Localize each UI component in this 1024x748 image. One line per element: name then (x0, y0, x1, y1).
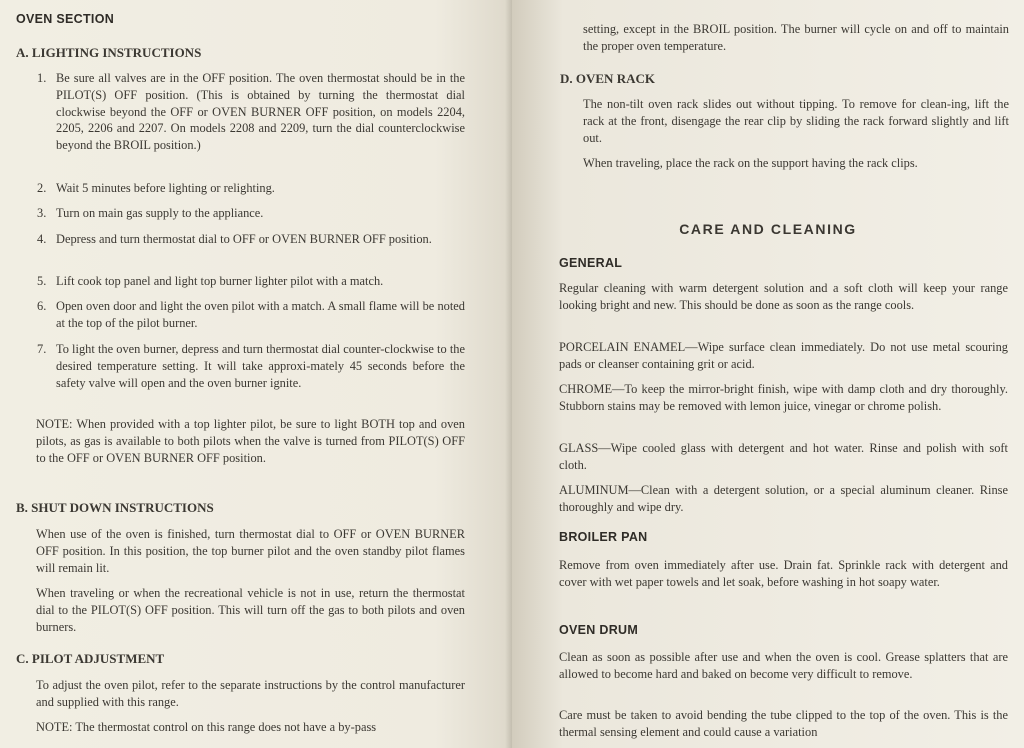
step-number: 3. (37, 206, 47, 220)
shutdown-instructions-heading: B. SHUT DOWN INSTRUCTIONS (16, 500, 214, 515)
step-text: Open oven door and light the oven pilot with a match. A small flame will be noted at the top of the pilot burner. (56, 299, 465, 330)
lighting-step-6 (37, 298, 465, 332)
step-number: 6. (37, 299, 47, 313)
chrome-paragraph: CHROME—To keep the mirror-bright finish, wipe with damp cloth and dry thoroughly. Stubborn stains may be removed with lemon juice, vinegar or chrome polish. (559, 382, 1008, 413)
general-intro: Regular cleaning with warm detergent solution and a soft cloth will keep your range looking bright and new. This should be done as soon as the range cools. (559, 281, 1008, 312)
lighting-step-5 (37, 273, 465, 291)
step-number: 1. (37, 71, 47, 85)
step-number: 2. (37, 181, 47, 195)
oven-rack-heading: D. OVEN RACK (560, 71, 655, 86)
oven-drum-paragraph-2: Care must be taken to avoid bending the tube clipped to the top of the oven. This is the thermal sensing element and could cause a variation (559, 708, 1008, 739)
lighting-step-3 (37, 205, 465, 223)
step-text: Depress and turn thermostat dial to OFF or OVEN BURNER OFF position. (56, 232, 432, 246)
pilot-adjustment-note: NOTE: The thermostat control on this range does not have a by-pass (36, 720, 377, 734)
oven-rack-paragraph-1: The non-tilt oven rack slides out without tipping. To remove for clean-ing, lift the rack at the front, disengage the rear clip by sliding the rack forward slightly and lift out. (583, 97, 1009, 145)
step-text: Lift cook top panel and light top burner lighter pilot with a match. (56, 274, 384, 288)
aluminum-paragraph: ALUMINUM—Clean with a detergent solution, or a special aluminum cleaner. Rinse thoroughly and wipe dry. (559, 483, 1008, 514)
broiler-pan-heading: BROILER PAN (559, 530, 648, 544)
right-page (512, 0, 1024, 748)
shutdown-paragraph-2: When traveling or when the recreational vehicle is not in use, return the thermostat dial to the PILOT(S) OFF position. This will turn off the gas to both pilots and oven burners. (36, 586, 465, 634)
oven-drum-paragraph-1: Clean as soon as possible after use and when the oven is cool. Grease splatters that are allowed to become hard and baked on become very difficult to remove. (559, 650, 1008, 681)
step-number: 7. (37, 342, 47, 356)
care-and-cleaning-title: CARE AND CLEANING (679, 221, 857, 237)
oven-section-title: OVEN SECTION (16, 12, 115, 26)
pilot-adjustment-paragraph: To adjust the oven pilot, refer to the separate instructions by the control manufacturer and supplied with this range. (36, 678, 465, 709)
step-number: 4. (37, 232, 47, 246)
glass-paragraph: GLASS—Wipe cooled glass with detergent and hot water. Rinse and polish with soft cloth. (559, 441, 1008, 472)
lighting-instructions-heading: A. LIGHTING INSTRUCTIONS (16, 45, 202, 60)
continued-text: setting, except in the BROIL position. The burner will cycle on and off to maintain the proper oven temperature. (583, 22, 1009, 53)
lighting-step-4 (37, 231, 465, 265)
step-text: Be sure all valves are in the OFF position. The oven thermostat should be in the PILOT(S) OFF position. (This is obtained by turning the thermostat dial clockwise beyond the OFF or OVEN BURNER OFF position, on models 2204, 2205, 2206 and 2207. On models 2208 and 2209, turn the dial counterclockwise beyond the BROIL position.) (56, 71, 465, 153)
broiler-pan-paragraph: Remove from oven immediately after use. Drain fat. Sprinkle rack with detergent and cover with wet paper towels and let soak, before washing in hot soapy water. (559, 558, 1008, 589)
step-text: Turn on main gas supply to the appliance. (56, 206, 264, 220)
general-heading: GENERAL (559, 256, 623, 270)
lighting-step-2 (37, 180, 465, 198)
shutdown-paragraph-1: When use of the oven is finished, turn thermostat dial to OFF or OVEN BURNER OFF position. In this position, the top burner pilot and the oven standby pilot flames will remain lit. (36, 527, 465, 575)
lighting-step-1 (37, 70, 465, 172)
oven-rack-paragraph-2: When traveling, place the rack on the support having the rack clips. (583, 156, 918, 170)
step-text: To light the oven burner, depress and turn thermostat dial counter-clockwise to the desired temperature setting. It will take approxi-mately 45 seconds before the safety valve will open and the oven burner ignite. (56, 342, 465, 390)
lighting-step-7 (37, 341, 465, 409)
step-number: 5. (37, 274, 47, 288)
step-text: Wait 5 minutes before lighting or relighting. (56, 181, 275, 195)
porcelain-enamel-paragraph: PORCELAIN ENAMEL—Wipe surface clean immediately. Do not use metal scouring pads or cleanser containing grit or acid. (559, 340, 1008, 371)
oven-drum-heading: OVEN DRUM (559, 623, 639, 637)
pilot-adjustment-heading: C. PILOT ADJUSTMENT (16, 651, 165, 666)
lighting-note: NOTE: When provided with a top lighter pilot, be sure to light BOTH top and oven pilots, as gas is available to both pilots when the valve is turned from PILOT(S) OFF to the OFF or OVEN BURNER OFF position. (36, 417, 465, 465)
